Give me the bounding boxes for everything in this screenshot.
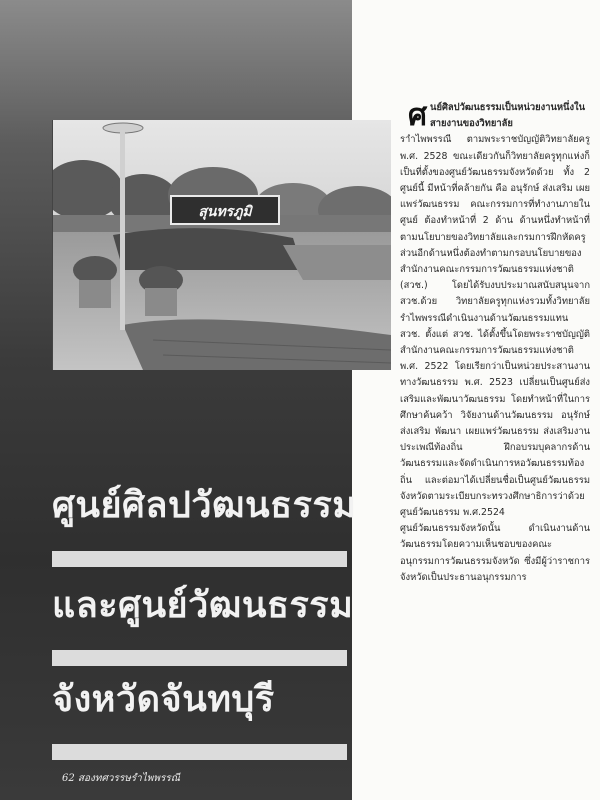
page-footer: 62 สองทศวรรษรำไพพรรณี [62,773,181,784]
article-lead: นย์ศิลปวัฒนธรรมเป็นหน่วยงานหนึ่งในสายงานของวิทยาลัย [430,102,586,130]
title-divider-1 [52,551,347,567]
article-body-2: ศูนย์วัฒนธรรมจังหวัดนั้น ดำเนินงานด้านวัฒนธรรมโดยความเห็นชอบของคณะอนุกรรมการวัฒนธรรมจังหวัด ซึ่งมีผู้ว่าราชการจังหวัดเป็นประธานอนุกรรมการ [400,523,590,583]
title-divider-2 [52,650,347,666]
photo-scene [53,120,391,370]
sign-text: สุนทรภูมิ [198,204,252,220]
title-line-3: จังหวัดจันทบุรี [52,679,275,720]
dropcap-letter: ศ [408,98,428,133]
title-line-1: ศูนย์ศิลปวัฒนธรรม [52,485,357,526]
sign-board [171,196,279,224]
article-body: ราำไพพรรณี ตามพระราชบัญญัติวิทยาลัยครู พ.ศ. 2528 ขณะเดียวกันก็วิทยาลัยครูทุกแห่งก็เป็นที่ตั้งของศูนย์วัฒนธรรมจังหวัดด้วย ทั้ง 2 ศูนย์นี้ มีหน้าที่คล้ายกัน คือ อนุรักษ์ ส่งเสริม เผยแพร่วัฒนธรรม คณะกรรมการที่ทำงานภายในศูนย์ ต้องทำหน้าที่ 2 ด้าน ด้านหนึ่งทำหน้าที่ตามนโยบายของวิทยาลัยและกรมการฝึกหัดครู ส่วนอีกด้านหนึ่งต้องทำตามกรอบนโยบายของสำนักงานคณะกรรมการวัฒนธรรมแห่งชาติ (สวช.) โดยได้รับงบประมาณสนับสนุนจาก สวช.ด้วย วิทยาลัยครูทุกแห่งรวมทั้งวิทยาลัยรำไพพรรณีดำเนินงานด้านวัฒนธรรมแทน สวช. ตั้งแต่ สวช. ได้ตั้งขึ้นโดยพระราชบัญญัติสำนักงานคณะกรรมการวัฒนธรรมแห่งชาติ พ.ศ. 2522 โดยเรียกว่าเป็นหน่วยประสานงานทางวัฒนธรรม พ.ศ. 2523 เปลี่ยนเป็นศูนย์ส่งเสริมและพัฒนาวัฒนธรรม โดยทำหน้าที่ในการศึกษาค้นคว้า วิจัยงานด้านวัฒนธรรม อนุรักษ์ ส่งเสริม พัฒนา เผยแพร่วัฒนธรรม ส่งเสริมงานประเพณีท้องถิ่น ฝึกอบรมบุคลากรด้านวัฒนธรรมและจัดดำเนินการหอวัฒนธรรมท้องถิ่น และต่อมาได้เปลี่ยนชื่อเป็นศูนย์วัฒนธรรมจังหวัดตามระเบียบกระทรวงศึกษาธิการว่าด้วยศูนย์วัฒนธรรม พ.ศ.2524 [400,134,590,519]
title-divider-3 [52,744,347,760]
article-text [400,100,590,586]
cultural-center-photo [52,120,391,370]
title-line-2: และศูนย์วัฒนธรรม [52,585,354,626]
